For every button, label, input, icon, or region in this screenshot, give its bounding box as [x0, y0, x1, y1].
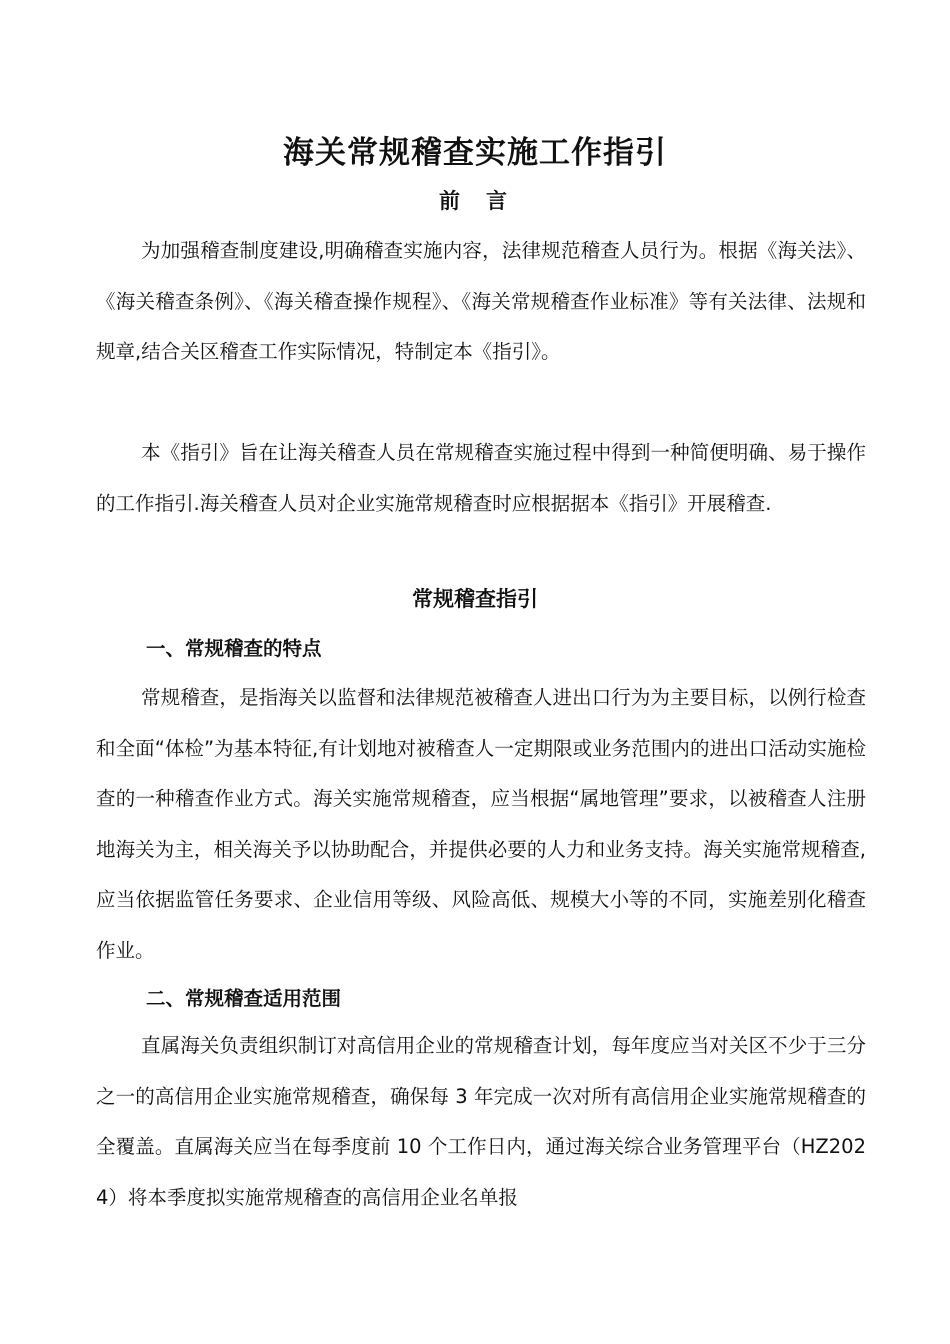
section-2-paragraph: 直属海关负责组织制订对高信用企业的常规稽查计划，每年度应当对关区不少于三分之一的高信用企业实施常规稽查，确保每 3 年完成一次对所有高信用企业实施常规稽查的全覆盖。直属海关应当在每季度前 10 个工作日内，通过海关综合业务管理平台（HZ2024）将本季度拟实施常规稽查的高信用企业名单报 — [96, 1034, 866, 1209]
section-1-heading: 一、常规稽查的特点 — [146, 637, 322, 660]
section-2-heading: 二、常规稽查适用范围 — [146, 987, 342, 1010]
document-title: 海关常规稽查实施工作指引 — [283, 135, 667, 171]
preface-paragraph-1: 为加强稽查制度建设,明确稽查实施内容，法律规范稽查人员行为。根据《海关法》、《海关稽查条例》、《海关稽查操作规程》、《海关常规稽查作业标准》等有关法律、法规和规章,结合关区稽查工作实际情况，特制定本《指引》。 — [96, 239, 866, 363]
preface-heading: 前言 — [439, 189, 533, 213]
preface-paragraph-2: 本《指引》旨在让海关稽查人员在常规稽查实施过程中得到一种简便明确、易于操作的工作指引.海关稽查人员对企业实施常规稽查时应根据据本《指引》开展稽查. — [96, 441, 866, 515]
guide-heading: 常规稽查指引 — [412, 587, 538, 611]
section-1-paragraph: 常规稽查，是指海关以监督和法律规范被稽查人进出口行为为主要目标，以例行检查和全面“体检”为基本特征,有计划地对被稽查人一定期限或业务范围内的进出口活动实施检查的一种稽查作业方式。海关实施常规稽查，应当根据“属地管理”要求，以被稽查人注册地海关为主，相关海关予以协助配合，并提供必要的人力和业务支持。海关实施常规稽查,应当依据监管任务要求、企业信用等级、风险高低、规模大小等的不同，实施差别化稽查作业。 — [96, 686, 866, 962]
